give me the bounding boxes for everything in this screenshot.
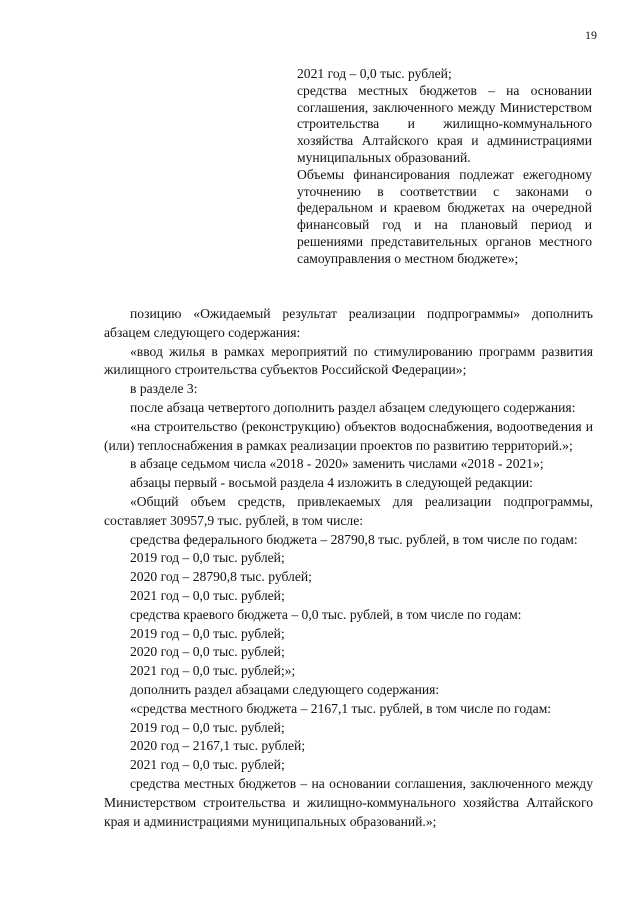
paragraph: «ввод жилья в рамках мероприятий по стимулированию программ развития жилищного строительства субъектов Российской Федерации»; [104,343,593,378]
right-column-block [297,66,592,268]
year-line: 2021 год – 0,0 тыс. рублей; [130,587,285,603]
paragraph: средства федерального бюджета – 28790,8 тыс. рублей, в том числе по годам: [130,531,578,547]
paragraph: средства местных бюджетов – на основании соглашения, заключенного между Министерством строительства и жилищно-коммунального хозяйства Алтайского края и администрациями муниципальных образований. [297,82,592,165]
main-text [104,305,593,831]
paragraph: после абзаца четвертого дополнить раздел абзацем следующего содержания: [130,399,576,415]
year-line: 2021 год – 0,0 тыс. рублей;»; [130,663,296,679]
paragraph: «на строительство (реконструкцию) объектов водоснабжения, водоотведения и (или) теплоснабжения в рамках реализации проектов по развитию территорий.»; [104,418,593,453]
year-line: 2019 год – 0,0 тыс. рублей; [130,719,285,735]
year-line: 2020 год – 0,0 тыс. рублей; [130,644,285,660]
paragraph: 2021 год – 0,0 тыс. рублей; [297,66,452,81]
year-line: 2020 год – 28790,8 тыс. рублей; [130,569,312,585]
paragraph: дополнить раздел абзацами следующего содержания: [130,681,440,697]
paragraph: абзацы первый - восьмой раздела 4 изложить в следующей редакции: [130,475,533,491]
year-line: 2020 год – 2167,1 тыс. рублей; [130,738,306,754]
paragraph: средства местных бюджетов – на основании соглашения, заключенного между Министерством строительства и жилищно-коммунального хозяйства Алтайского края и администрациями муниципальных образований.»; [104,775,593,829]
paragraph: «средства местного бюджета – 2167,1 тыс. рублей, в том числе по годам: [130,700,552,716]
page-number: 19 [585,28,597,42]
year-line: 2021 год – 0,0 тыс. рублей; [130,757,285,773]
year-line: 2019 год – 0,0 тыс. рублей; [130,625,285,641]
paragraph: средства краевого бюджета – 0,0 тыс. рублей, в том числе по годам: [130,606,522,622]
paragraph: Объемы финансирования подлежат ежегодному уточнению в соответствии с законами о федеральном и краевом бюджетах на очередной финансовый год и на плановый период и решениями представительных органов местного самоуправления о местном бюджете»; [297,166,592,266]
paragraph: в разделе 3: [130,381,198,397]
paragraph: «Общий объем средств, привлекаемых для реализации подпрограммы, составляет 30957,9 тыс. рублей, в том числе: [104,493,593,528]
year-line: 2019 год – 0,0 тыс. рублей; [130,550,285,566]
paragraph: в абзаце седьмом числа «2018 - 2020» заменить числами «2018 - 2021»; [130,456,544,472]
paragraph: позицию «Ожидаемый результат реализации подпрограммы» дополнить абзацем следующего содержания: [104,306,593,340]
